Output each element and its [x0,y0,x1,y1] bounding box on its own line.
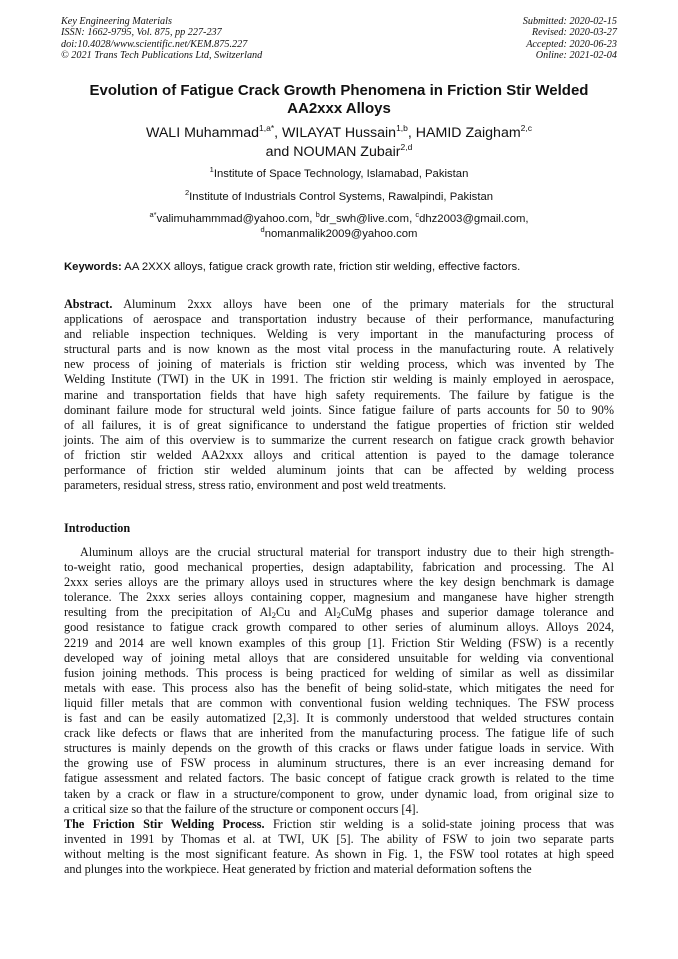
intro-line: resulting from the precipitation of $Al_2Cu$ and $Al_2CuMg$ phases and superior damage tolerance and [64,605,614,621]
intro-line: the growing use of FSW process in aluminum structures, there is an ever increasing demand for [64,756,614,771]
date-online: Online: 2021-02-04 [535,50,617,62]
abstract-line: of friction stir welded AA2xxx alloys and critical attention is payed to the damage tolerance [64,447,614,462]
email-link[interactable]: nomanmalik2009@yahoo.com [264,228,418,240]
intro-line: metals with ease. This process also has the benefit of being solid-state, which mitigates the need for [64,680,614,695]
intro-line: 2xxx series alloys are the primary alloys used in structures where the key design benchmark is damage [64,575,614,590]
paper-title [40,82,638,118]
author-name: WALI Muhammad [145,125,259,141]
keywords-label: Keywords: [64,261,122,273]
intro-line: and plunges into the workpiece. Heat generated by friction and material deformation softens the [64,861,532,876]
intro-line: to-weight ratio, good mechanical properties, design adaptability, fabrication and processing. The Al [64,560,614,575]
affiliation-text: Institute of Space Technology, Islamabad, Pakistan [213,168,469,180]
author-affiliation-mark: 2,d [400,142,413,152]
intro-line: Aluminum alloys are the crucial structural material for transport industry due to their high strength- [80,545,614,559]
email-link[interactable]: dhz2003@gmail.com, [419,213,529,225]
intro-line: good resistance to fatigue crack growth compared to other series of aluminum alloys. Alloys 2024, [64,620,614,635]
author-affiliation-mark: 1,b [396,123,408,133]
email-line-2 [40,227,638,242]
intro-line: The Friction Stir Welding Process. Friction stir welding is a solid-state joining process that was [64,816,614,831]
date-accepted: Accepted: 2020-06-23 [526,38,617,50]
email-line-1 [40,212,638,227]
section-heading-introduction: Introduction [64,521,131,535]
email-link[interactable]: dr_swh@live.com, [319,213,416,225]
date-revised: Revised: 2020-03-27 [531,27,617,39]
abstract-line: applications of aerospace and transportation industry because of their performance, manufacturing [64,312,614,327]
affiliation-2 [40,190,638,204]
email-mark: b [315,210,320,219]
author-list [40,124,638,162]
intro-line: developed way of joining metal alloys that are considered unsuitable for welding via conventional [64,650,614,665]
email-link[interactable]: valimuhammmad@yahoo.com, [156,213,316,225]
abstract [64,297,614,493]
title-line-1: Evolution of Fatigue Crack Growth Phenomena in Friction Stir Welded [89,82,589,99]
author-line-2 [40,143,638,162]
author-name: NOUMAN Zubair [293,144,401,160]
intro-line: fatigue assessment and related factors. The basic concept of fatigue crack growth is related to the time [64,771,614,786]
abstract-line: joints. The aim of this overview is to summarize the current research on fatigue crack growth behavior [64,432,614,447]
intro-line: invented in 1991 by Thomas et al. at TWI, UK [5]. The ability of FSW to join two separate parts [64,831,614,846]
abstract-line: Welding Institute (TWI) in the UK in 1991. The friction stir welding is mainly employed in aerospace, [64,372,614,387]
journal-doi[interactable]: doi:10.4028/www.scientific.net/KEM.875.227 [61,38,248,50]
intro-line: a critical size so that the failure of the structure or component occurs [4]. [64,801,419,816]
abstract-line: marine and transportation fields that have high safety requirements. The failure by fatigue is the [64,387,614,402]
abstract-line: performance of friction stir welded aluminum joints that can be affected by welding process [64,463,614,478]
intro-line: liquid filler metals that are common with conventional fusion welding techniques. The FSW process [64,695,614,710]
intro-line: fusion joining methods. This process is being practiced for welding of similar as well as dissimilar [64,665,614,680]
keywords [64,260,616,274]
affiliation-mark: 2 [184,188,190,197]
intro-line: taken by a crack or flaw in a structure/component to grow, under dynamic load, from original size to [64,786,614,801]
journal-issn: ISSN: 1662-9795, Vol. 875, pp 227-237 [61,27,222,39]
abstract-line: structural parts and is now known as the most vital process in the manufacturing route. A relatively [64,342,614,357]
abstract-line: dominant failure mode for structural weld joints. Since fatigue failure of parts accounts for 50 to 90% [64,402,614,417]
journal-info [61,16,391,62]
intro-line: 2219 and 2014 are well known examples of this group [1]. Friction Stir Welding (FSW) is a recently [64,635,614,650]
intro-line: tolerance. The 2xxx series alloys containing copper, magnesium and manganese have higher strength [64,590,614,605]
author-line-1: WALI Muhammad$^{1,a*}$, WILAYAT Hussain$^{1,b}$, HAMID Zaigham$^{2,c}$ [145,123,532,141]
author-conjunction: and [265,144,290,160]
affiliation-mark: 1 [209,165,214,174]
abstract-line: new process of joining of materials is friction stir welding process, which was invented by The [64,357,614,372]
abstract-line: and reliable inspection techniques. Welding is very important in the manufacturing process of [64,327,614,342]
intro-line: without melting is the most significant feature. As shown in Fig. 1, the FSW tool rotates at high speed [64,846,614,861]
author-affiliation-mark: 1,a* [259,123,275,133]
keywords-text: AA 2XXX alloys, fatigue crack growth rate, friction stir welding, effective factors. [124,261,521,273]
date-submitted: Submitted: 2020-02-15 [522,16,617,27]
title-line-2: AA2xxx Alloys [287,100,391,117]
author-emails [40,212,638,242]
email-mark: a* [149,210,157,219]
author-name: HAMID Zaigham [415,125,521,141]
author-name: WILAYAT Hussain [282,125,397,141]
affiliation-text: Institute of Industrials Control Systems, Rawalpindi, Pakistan [189,191,494,203]
intro-line: is fast and can be easily automatized [2,3]. It is commonly understood that welded structures contain [64,711,614,726]
affiliation-1 [40,167,638,181]
publication-dates [357,16,617,62]
email-mark: c [415,210,420,219]
abstract-line: Abstract. Aluminum 2xxx alloys have been one of the primary materials for the structural [64,297,614,311]
abstract-label: Abstract. [64,297,113,311]
abstract-line: parameters, residual stress, stress ratio, environment and post weld treatments. [64,478,447,493]
intro-line: crack like defects or flaws that are inherited from the manufacturing process. The fatigue life of such [64,726,614,741]
subsection-label-fsw: The Friction Stir Welding Process. [64,816,265,831]
intro-line: structures is mainly depends on the growth of this cracks or flaws under fatigue loads in service. With [64,741,614,756]
author-affiliation-mark: 2,c [520,123,532,133]
email-mark: d [260,225,265,234]
journal-copyright: © 2021 Trans Tech Publications Ltd, Switzerland [61,50,263,62]
journal-name: Key Engineering Materials [61,16,172,27]
abstract-line: of all failures, it is of great significance to understand the fatigue properties of friction stir welded [64,417,614,432]
introduction-body [64,545,614,877]
